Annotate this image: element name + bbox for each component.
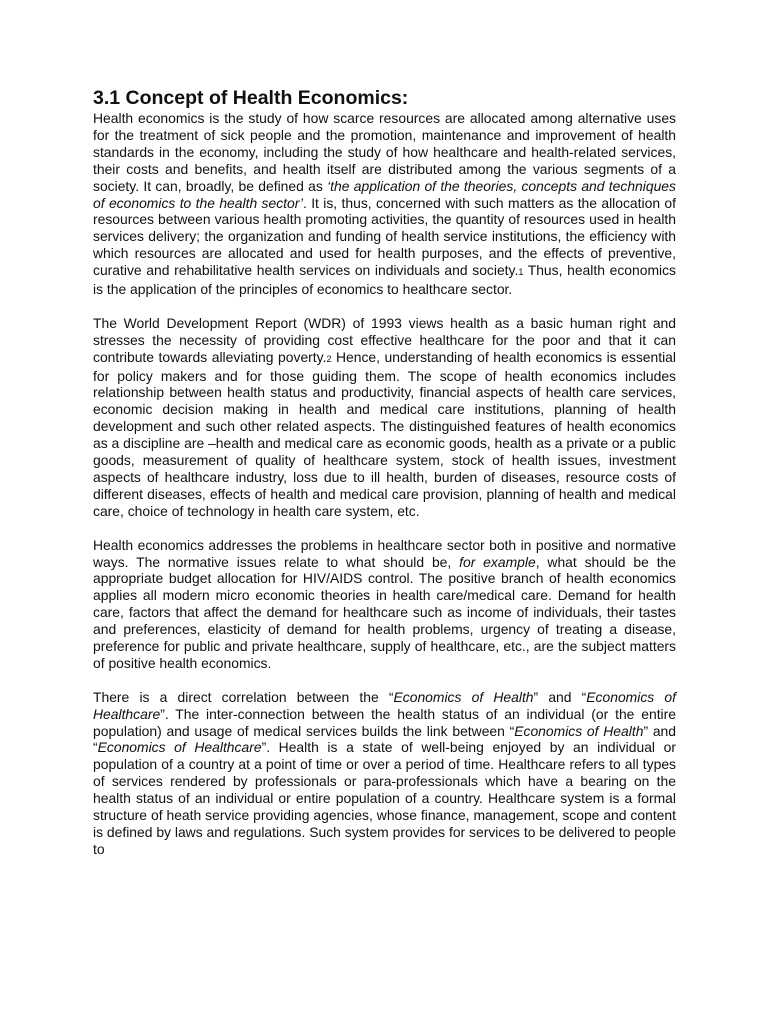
p1-text-c: Thus, health economics is the application of the principles of economics to healthcare sector. bbox=[93, 262, 676, 298]
p4-emphasis-2: Economics of Healthcare bbox=[93, 688, 676, 722]
paragraph-definition bbox=[93, 110, 676, 298]
p4-emphasis-3: Economics of Health bbox=[514, 722, 644, 739]
p1-text-a: Health economics is the study of how scarce resources are allocated among alternative uses for the treatment of sick people and the promotion, maintenance and improvement of health standards in the economy, including the study of how healthcare and health-related services, their costs and benefits, and health itself are distributed among the various segments of a society. It can, broadly, be defined as bbox=[93, 110, 676, 194]
footnote-ref-2: 2 bbox=[326, 353, 332, 364]
p3-emphasis: for example bbox=[459, 553, 536, 570]
paragraph-positive-normative bbox=[93, 537, 676, 672]
p4-emphasis-1: Economics of Health bbox=[393, 688, 534, 705]
p4-emphasis-4: Economics of Healthcare bbox=[97, 739, 262, 756]
p4-text-d: ” and “ bbox=[93, 722, 676, 756]
footnote-ref-1: 1 bbox=[518, 267, 524, 278]
paragraph-wdr bbox=[93, 315, 676, 520]
p3-text-a: Health economics addresses the problems in healthcare sector both in positive and normative ways. The normative issues relate to what should be, bbox=[93, 536, 676, 570]
p4-text-c: ”. The inter-connection between the health status of an individual (or the entire population) and usage of medical services builds the link between “ bbox=[93, 705, 676, 739]
paragraph-correlation bbox=[93, 689, 676, 858]
p4-text-a: There is a direct correlation between the “ bbox=[93, 688, 394, 705]
p3-text-b: , what should be the appropriate budget allocation for HIV/AIDS control. The positive branch of health economics applies all modern micro economic theories in health care/medical care. Demand for health care, factors that affect the demand for healthcare such as income of individuals, their tastes and preferences, elasticity of demand for health problems, urgency of treating a disease, preference for public and private healthcare, supply of healthcare, etc., are the subject matters of positive health economics. bbox=[93, 553, 676, 671]
p2-text-a: The World Development Report (WDR) of 1993 views health as a basic human right and stresses the necessity of providing cost effective healthcare for the poor and that it can contribute towards alleviating poverty. bbox=[93, 314, 676, 365]
p2-text-b: Hence, understanding of health economics is essential for policy makers and for those guiding them. The scope of health economics includes relationship between health status and productivity, financial aspects of health care services, economic decision making in health and medical care institutions, planning of health development and such other related aspects. The distinguished features of health economics as a discipline are –health and medical care as economic goods, health as a private or a public goods, measurement of quality of healthcare system, stock of health issues, investment aspects of healthcare industry, loss due to ill health, burden of diseases, resource costs of different diseases, effects of health and medical care provision, planning of health and medical care, choice of technology in health care system, etc. bbox=[93, 348, 676, 519]
document-page bbox=[93, 86, 676, 875]
section-heading: 3.1 Concept of Health Economics: bbox=[93, 87, 409, 109]
p1-text-b: . It is, thus, concerned with such matters as the allocation of resources between various health promoting activities, the quantity of resources used in health services delivery; the organization and funding of health service institutions, the efficiency with which resources are allocated and used for health purposes, and the effects of preventive, curative and rehabilitative health services on individuals and society. bbox=[93, 194, 677, 279]
definition-quote: ‘the application of the theories, concepts and techniques of economics to the health sector’ bbox=[93, 177, 676, 211]
p4-text-e: ”. Health is a state of well-being enjoyed by an individual or population of a country at a point of time or over a period of time. Healthcare refers to all types of services rendered by professionals or para-professionals which have a bearing on the health status of an individual or entire population of a country. Healthcare system is a formal structure of heath service providing agencies, whose finance, management, scope and content is defined by laws and regulations. Such system provides for services to be delivered to people to bbox=[93, 739, 676, 857]
p4-text-b: ” and “ bbox=[533, 688, 587, 705]
